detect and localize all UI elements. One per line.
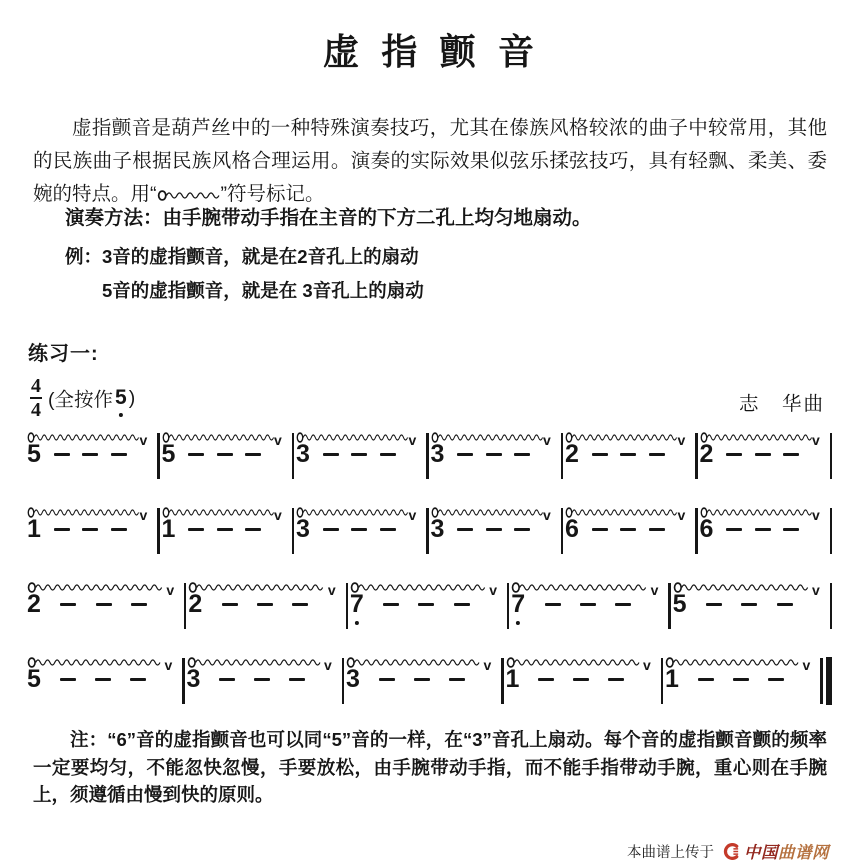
duration-dash	[414, 678, 430, 682]
measure-notes	[25, 581, 184, 618]
method-label: 演奏方法：	[65, 207, 163, 229]
measure	[504, 653, 661, 709]
vibrato-line-icon	[187, 655, 322, 668]
meter-denominator: 4	[31, 399, 41, 421]
note-number: 5	[161, 440, 176, 468]
duration-dash	[777, 603, 793, 607]
duration-dash	[592, 528, 608, 532]
duration-dash	[254, 678, 270, 682]
duration-dash	[755, 528, 771, 532]
measure-notes	[294, 431, 426, 468]
meter-numerator: 4	[31, 375, 41, 397]
duration-dash	[245, 528, 261, 532]
duration-dash	[580, 603, 596, 607]
duration-dash	[514, 528, 530, 532]
vibrato-line-icon	[188, 580, 325, 593]
intro-paragraph	[33, 112, 827, 211]
measure-notes	[504, 656, 661, 693]
vibrato-line-icon	[700, 430, 813, 443]
vibrato-line-icon	[296, 430, 409, 443]
note-number: 7	[350, 592, 364, 617]
duration-dash	[573, 678, 589, 682]
measure	[348, 578, 507, 634]
exercise-label: 练习一:	[28, 343, 99, 365]
breath-mark-icon: v	[812, 581, 820, 598]
measure-notes	[186, 581, 345, 618]
measure-notes	[563, 506, 695, 543]
vibrato-line-icon	[431, 505, 544, 518]
intro-text-part2: ”符号标记。	[220, 183, 325, 205]
duration-dash	[755, 453, 771, 457]
duration-dash	[82, 453, 98, 457]
measure	[429, 428, 561, 484]
duration-dash	[768, 678, 784, 682]
measure-notes	[25, 656, 182, 693]
duration-dash	[486, 453, 502, 457]
score-row	[25, 428, 832, 484]
duration-dash	[486, 528, 502, 532]
site-name-part2: 曲谱网	[778, 844, 829, 862]
composer: 志 华曲	[738, 393, 825, 415]
note-number: 2	[27, 590, 41, 618]
duration-dash	[620, 453, 636, 457]
breath-mark-icon: v	[408, 506, 417, 523]
example-line-1	[65, 244, 765, 270]
breath-mark-icon: v	[139, 431, 148, 448]
breath-mark-icon: v	[408, 431, 417, 448]
duration-dash	[726, 528, 742, 532]
method-line	[65, 203, 835, 233]
footnote-text: “6”音的虚指颤音也可以同“5”音的一样，在“3”音孔上扇动。每个音的虚指颤音颤的频率一定要均匀，不能忽快忽慢，手要放松，由手腕带动手指，而不能手指带动手腕，重心则在手腕上，须遵循由慢到快的原则。	[33, 729, 827, 805]
duration-dash	[217, 453, 233, 457]
score-row	[25, 653, 832, 709]
duration-dash	[620, 528, 636, 532]
duration-dash	[383, 603, 399, 607]
duration-dash	[379, 678, 395, 682]
duration-dash	[418, 603, 434, 607]
note-number: 7	[511, 592, 525, 617]
measure	[344, 653, 501, 709]
note-number: 1	[505, 665, 520, 693]
breath-mark-icon: v	[650, 581, 659, 598]
measure	[563, 428, 695, 484]
example-text-2: 5音的虚指颤音，就是在 3音孔上的扇动	[102, 280, 424, 301]
breath-mark-icon: v	[811, 506, 820, 523]
note-number: 1	[665, 665, 679, 693]
measure	[563, 503, 695, 559]
example-text-1: 3音的虚指颤音，就是在2音孔上的扇动	[102, 246, 419, 267]
watermark	[627, 839, 829, 863]
duration-dash	[111, 528, 127, 532]
duration-dash	[188, 528, 204, 532]
duration-dash	[323, 453, 339, 457]
note-number: 5	[27, 665, 41, 693]
duration-dash	[649, 453, 665, 457]
duration-dash	[289, 678, 305, 682]
duration-dash	[95, 678, 111, 682]
duration-dash	[82, 528, 98, 532]
duration-dash	[741, 603, 757, 607]
duration-dash	[351, 528, 367, 532]
duration-dash	[245, 453, 261, 457]
duration-dash	[514, 453, 530, 457]
site-name	[744, 839, 829, 863]
footnote-label: 注：	[70, 729, 108, 750]
duration-dash	[457, 528, 473, 532]
duration-dash	[380, 453, 396, 457]
duration-dash	[219, 678, 235, 682]
breath-mark-icon: v	[542, 506, 551, 523]
vibrato-line-icon	[162, 505, 275, 518]
duration-dash	[615, 603, 631, 607]
duration-dash	[449, 678, 465, 682]
duration-dash	[222, 603, 238, 607]
breath-mark-icon: v	[802, 656, 811, 673]
measure-notes	[563, 431, 695, 468]
measure	[185, 653, 342, 709]
duration-dash	[698, 678, 714, 682]
note-number: 6	[565, 515, 579, 543]
duration-dash	[726, 453, 742, 457]
vibrato-mark-icon	[157, 188, 221, 201]
vibrato-line-icon	[346, 655, 481, 668]
breath-mark-icon: v	[327, 581, 336, 598]
duration-dash	[608, 678, 624, 682]
breath-mark-icon: v	[273, 431, 282, 448]
duration-dash	[60, 603, 76, 607]
key-suffix: )	[128, 386, 136, 409]
measure	[25, 578, 184, 634]
note-number: 3	[430, 440, 445, 468]
duration-dash	[54, 453, 70, 457]
low-octave-dot	[355, 621, 359, 625]
note-number: 2	[565, 440, 579, 468]
measure	[429, 503, 561, 559]
site-logo-icon	[722, 842, 741, 861]
duration-dash	[257, 603, 273, 607]
measure-notes	[25, 506, 157, 543]
barline	[830, 583, 832, 629]
measure-notes	[509, 581, 668, 618]
measure-notes	[698, 431, 830, 468]
note-number: 3	[296, 440, 310, 468]
intro-text-part1: 虚指颤音是葫芦丝中的一种特殊演奏技巧，尤其在傣族风格较浓的曲子中较常用，其他的民族曲子根据民族风格合理运用。演奏的实际效果似弦乐揉弦技巧，具有轻飘、柔美、委婉的特点。用“	[33, 117, 827, 205]
note-number: 3	[346, 665, 360, 693]
barline	[830, 508, 832, 554]
measure-notes	[160, 431, 292, 468]
measure	[294, 428, 426, 484]
breath-mark-icon: v	[483, 656, 492, 673]
low-octave-dot	[516, 621, 520, 625]
duration-dash	[545, 603, 561, 607]
note-number: 1	[27, 515, 41, 543]
duration-dash	[131, 603, 147, 607]
measure-notes	[671, 581, 830, 618]
duration-dash	[592, 453, 608, 457]
breath-mark-icon: v	[542, 431, 551, 448]
breath-mark-icon: v	[677, 431, 686, 448]
breath-mark-icon: v	[273, 506, 282, 523]
duration-dash	[292, 603, 308, 607]
note-number: 3	[186, 665, 201, 693]
vibrato-line-icon	[296, 505, 409, 518]
duration-dash	[649, 528, 665, 532]
breath-mark-icon: v	[323, 656, 332, 673]
note-number: 5	[27, 440, 41, 468]
vibrato-line-icon	[565, 505, 678, 518]
barline	[830, 433, 832, 479]
measure-notes	[185, 656, 342, 693]
measure-notes	[344, 656, 501, 693]
measure	[25, 428, 157, 484]
meter-row	[30, 376, 135, 420]
vibrato-line-icon	[506, 655, 641, 668]
vibrato-line-icon	[700, 505, 813, 518]
vibrato-line-icon	[27, 505, 140, 518]
breath-mark-icon: v	[164, 656, 173, 673]
note-number: 2	[699, 440, 714, 468]
measure	[698, 428, 830, 484]
breath-mark-icon: v	[139, 506, 148, 523]
vibrato-line-icon	[27, 430, 140, 443]
meter-fraction	[30, 376, 42, 420]
duration-dash	[54, 528, 70, 532]
example-label: 例：	[65, 246, 103, 267]
vibrato-line-icon	[27, 655, 162, 668]
site-name-part1: 中国	[744, 844, 778, 862]
breath-mark-icon: v	[489, 581, 498, 598]
measure-notes	[663, 656, 820, 693]
duration-dash	[323, 528, 339, 532]
breath-mark-icon: v	[677, 506, 686, 523]
measure	[671, 578, 830, 634]
breath-mark-icon: v	[642, 656, 651, 673]
vibrato-line-icon	[565, 430, 678, 443]
barline	[820, 658, 822, 704]
measure	[186, 578, 345, 634]
duration-dash	[111, 453, 127, 457]
score-block	[25, 428, 832, 728]
duration-dash	[351, 453, 367, 457]
measure	[160, 503, 292, 559]
duration-dash	[733, 678, 749, 682]
duration-dash	[454, 603, 470, 607]
measure	[160, 428, 292, 484]
final-barline	[826, 657, 833, 705]
footnote	[33, 726, 827, 809]
measure-notes	[160, 506, 292, 543]
score-row	[25, 578, 832, 634]
example-line-2	[65, 278, 765, 304]
score-row	[25, 503, 832, 559]
note-number: 6	[699, 515, 714, 543]
key-signature	[48, 384, 135, 412]
vibrato-line-icon	[431, 430, 544, 443]
vibrato-line-icon	[511, 580, 648, 593]
measure-notes	[294, 506, 426, 543]
examples-block	[65, 244, 765, 304]
duration-dash	[60, 678, 76, 682]
key-prefix: (全按作	[48, 389, 113, 411]
measure-notes	[429, 506, 561, 543]
duration-dash	[538, 678, 554, 682]
duration-dash	[380, 528, 396, 532]
note-number: 2	[188, 590, 203, 618]
measure	[25, 653, 182, 709]
measure-notes	[698, 506, 830, 543]
key-note: 5	[115, 386, 127, 410]
measure	[663, 653, 820, 709]
duration-dash	[783, 528, 799, 532]
vibrato-line-icon	[665, 655, 800, 668]
measure-notes	[429, 431, 561, 468]
low-octave-dot	[119, 413, 123, 417]
breath-mark-icon: v	[811, 431, 820, 448]
page-title: 虚指颤音	[323, 31, 557, 72]
duration-dash	[783, 453, 799, 457]
duration-dash	[130, 678, 146, 682]
vibrato-line-icon	[162, 430, 275, 443]
duration-dash	[96, 603, 112, 607]
vibrato-line-icon	[673, 580, 810, 593]
measure	[698, 503, 830, 559]
note-number: 5	[672, 590, 687, 618]
note-number: 3	[430, 515, 445, 543]
measure	[294, 503, 426, 559]
method-text: 由手腕带动手指在主音的下方二孔上均匀地扇动。	[162, 207, 592, 229]
duration-dash	[217, 528, 233, 532]
duration-dash	[457, 453, 473, 457]
duration-dash	[188, 453, 204, 457]
vibrato-line-icon	[27, 580, 164, 593]
vibrato-line-icon	[350, 580, 487, 593]
note-number: 1	[161, 515, 176, 543]
measure	[25, 503, 157, 559]
measure-notes	[348, 581, 507, 618]
breath-mark-icon: v	[166, 581, 175, 598]
measure-notes	[25, 431, 157, 468]
watermark-text: 本曲谱上传于	[627, 844, 714, 861]
duration-dash	[706, 603, 722, 607]
note-number: 3	[296, 515, 310, 543]
measure	[509, 578, 668, 634]
